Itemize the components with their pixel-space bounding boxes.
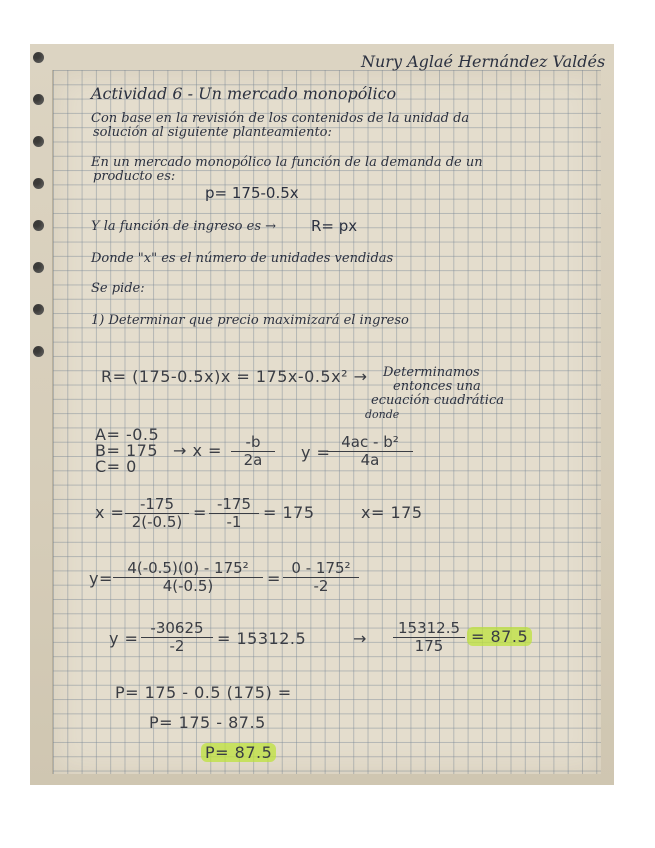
price-division-numerator: 15312.5 xyxy=(393,620,465,638)
price-division-result: = 87.5 xyxy=(467,627,532,646)
activity-title: Actividad 6 - Un mercado monopólico xyxy=(91,84,397,103)
x-calc-denominator-2: -1 xyxy=(226,513,242,531)
coefficient-b: B= 175 xyxy=(95,441,159,460)
price-division-denominator: 175 xyxy=(414,637,444,655)
binder-hole xyxy=(33,346,44,357)
income-text: Y la función de ingreso es → xyxy=(91,219,277,234)
binder-hole xyxy=(33,94,44,105)
intro-line-2: solución al siguiente planteamiento: xyxy=(93,125,332,140)
implies-arrow: → xyxy=(353,629,367,648)
x-formula-label: → x = xyxy=(173,441,222,460)
x-formula-numerator: -b xyxy=(231,434,275,452)
x-formula-denominator: 2a xyxy=(243,451,263,469)
y-value-result: = 15312.5 xyxy=(217,629,307,648)
y-calc-numerator-2: 0 - 175² xyxy=(283,560,359,578)
x-calc-numerator-1: -175 xyxy=(125,496,189,514)
question-1: 1) Determinar que precio maximizará el ingreso xyxy=(91,313,409,328)
coefficient-a: A= -0.5 xyxy=(95,425,160,444)
binder-hole xyxy=(33,178,44,189)
x-final-value: x= 175 xyxy=(361,503,423,522)
x-calc-result: = 175 xyxy=(263,503,315,522)
y-value-denominator: -2 xyxy=(169,637,185,655)
y-value-numerator: -30625 xyxy=(141,620,213,638)
y-calc-denominator-2: -2 xyxy=(313,577,329,595)
coefficient-c: C= 0 xyxy=(95,457,137,476)
y-formula-denominator: 4a xyxy=(360,451,380,469)
y-calc-equals: = xyxy=(267,569,281,588)
y-calc-numerator-1: 4(-0.5)(0) - 175² xyxy=(113,560,263,578)
y-value-fraction xyxy=(141,620,213,655)
note-line-2: entonces una xyxy=(393,379,481,394)
x-calc-label: x = xyxy=(95,503,125,522)
intro-line-1: Con base en la revisión de los contenidos de la unidad da xyxy=(91,111,470,126)
binder-hole xyxy=(33,136,44,147)
x-calc-denominator-1: 2(-0.5) xyxy=(131,513,183,531)
y-calc-label: y= xyxy=(89,569,113,588)
income-equation: R= px xyxy=(311,217,358,235)
note-line-1: Determinamos xyxy=(383,365,480,380)
x-formula-fraction xyxy=(231,434,275,469)
note-line-4: donde xyxy=(365,408,400,421)
variable-definition: Donde "x" es el número de unidades vendidas xyxy=(91,251,394,266)
binder-hole xyxy=(33,220,44,231)
price-step-1: P= 175 - 0.5 (175) = xyxy=(115,683,292,702)
grid-paper xyxy=(52,52,606,774)
problem-line-2: producto es: xyxy=(93,169,176,184)
binder-hole xyxy=(33,52,44,63)
revenue-equation: R= (175-0.5x)x = 175x-0.5x² → xyxy=(101,367,368,386)
final-price: P= 87.5 xyxy=(201,743,276,762)
problem-line-1: En un mercado monopólico la función de la demanda de un xyxy=(91,155,483,170)
y-calc-fraction-1 xyxy=(113,560,263,595)
x-calc-fraction-2 xyxy=(209,496,259,531)
y-calc-denominator-1: 4(-0.5) xyxy=(162,577,214,595)
x-calc-numerator-2: -175 xyxy=(209,496,259,514)
note-line-3: ecuación cuadrática xyxy=(371,393,504,408)
y-formula-label: y = xyxy=(301,443,331,462)
y-calc-fraction-2 xyxy=(283,560,359,595)
y-formula-numerator: 4ac - b² xyxy=(327,434,413,452)
x-calc-equals: = xyxy=(193,503,207,522)
price-division-fraction xyxy=(393,620,465,655)
asks-label: Se pide: xyxy=(91,281,145,296)
demand-equation: p= 175-0.5x xyxy=(205,184,299,202)
binder-hole xyxy=(33,304,44,315)
notebook-photo xyxy=(30,44,614,785)
author-name: Nury Aglaé Hernández Valdés xyxy=(361,52,606,71)
x-calc-fraction-1 xyxy=(125,496,189,531)
binder-hole xyxy=(33,262,44,273)
price-step-2: P= 175 - 87.5 xyxy=(149,713,266,732)
y-value-label: y = xyxy=(109,629,139,648)
y-formula-fraction xyxy=(327,434,413,469)
